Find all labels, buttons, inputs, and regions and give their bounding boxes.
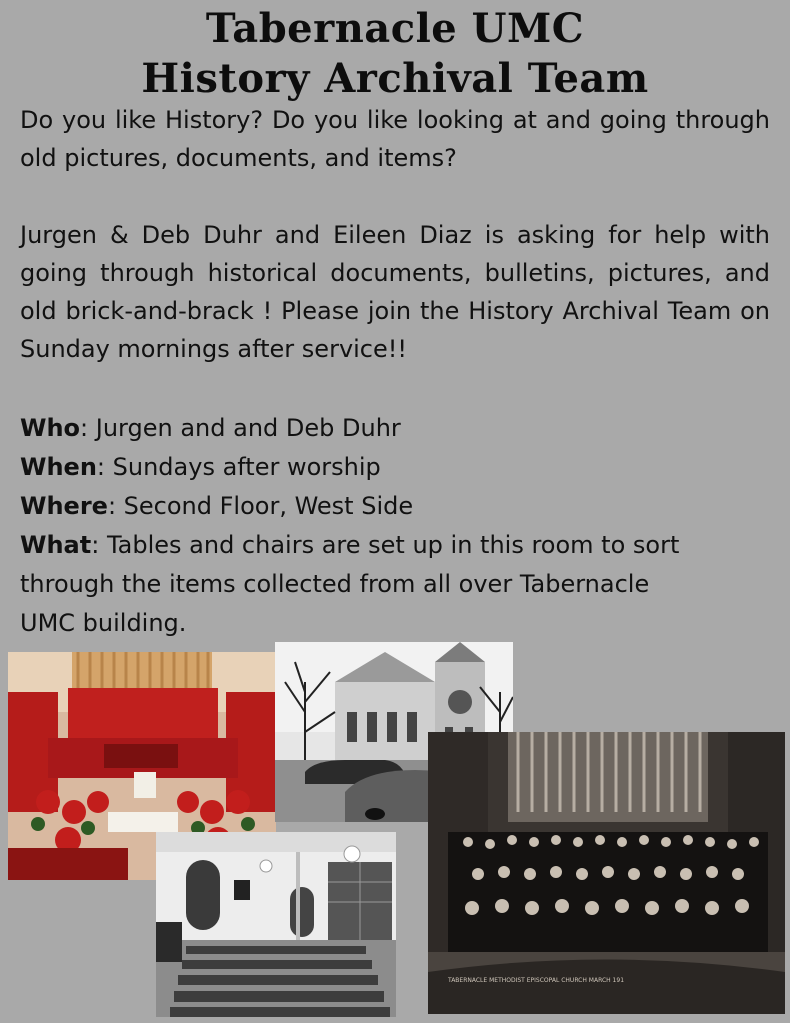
where-value: : Second Floor, West Side — [107, 492, 414, 520]
who-line — [20, 409, 770, 448]
what-line-3: UMC building. — [20, 609, 187, 637]
group-photo — [428, 732, 785, 1014]
where-label: Where — [20, 492, 108, 520]
who-label: Who — [20, 414, 81, 442]
meeting-room-photo — [156, 832, 396, 1017]
when-label: When — [20, 453, 97, 481]
where-line — [20, 487, 770, 526]
what-line — [20, 526, 770, 565]
group-photo-caption: TABERNACLE METHODIST EPISCOPAL CHURCH MARCH 191 — [448, 977, 625, 984]
intro-paragraph: Do you like History? Do you like looking at and going through old pictures, documents, and items? — [20, 106, 770, 172]
title-line-2: History Archival Team — [141, 55, 649, 102]
who-value: : Jurgen and and Deb Duhr — [80, 414, 401, 442]
request-paragraph: Jurgen & Deb Duhr and Eileen Diaz is asking for help with going through historical documents, bulletins, pictures, and old brick-and-brack ! Please join the History Archival Team on Sunday mornings after service!! — [20, 221, 770, 363]
when-value: : Sundays after worship — [96, 453, 381, 481]
what-label: What — [20, 531, 92, 559]
when-line — [20, 448, 770, 487]
title-line-1: Tabernacle UMC — [205, 5, 585, 52]
what-value: : Tables and chairs are set up in this room to sort — [91, 531, 680, 559]
what-line-2: through the items collected from all over Tabernacle — [20, 570, 650, 598]
